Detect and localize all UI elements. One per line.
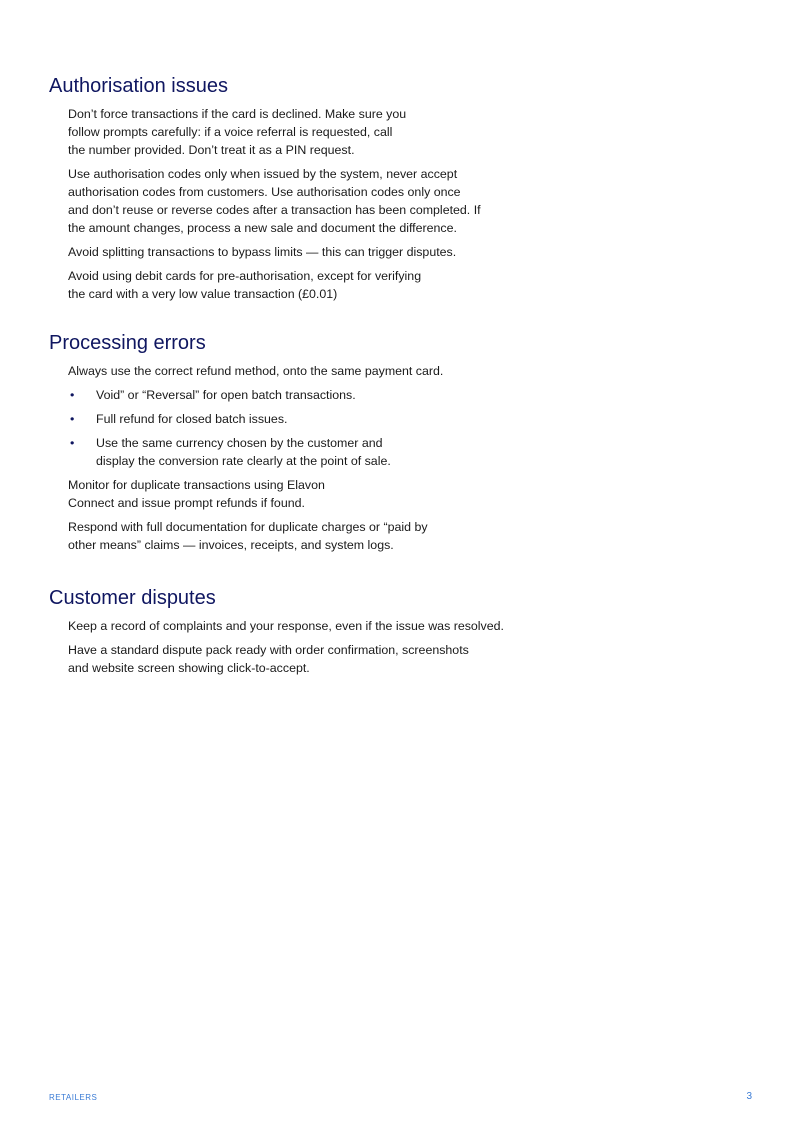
section-customer-disputes [49, 586, 749, 683]
section-body [68, 617, 749, 677]
paragraph: Use authorisation codes only when issued by the system, never accept authorisation codes from customers. Use authorisation codes only once and don’t reuse or reverse codes after a transaction has been completed. If the amount changes, process a new sale and document the difference. [68, 167, 481, 235]
paragraph: Avoid using debit cards for pre-authorisation, except for verifying the card with a very low value transaction (£0.01) [68, 269, 422, 301]
section-heading: Processing errors [49, 332, 206, 354]
paragraph: Have a standard dispute pack ready with order confirmation, screenshots and website screen showing click-to-accept. [68, 643, 469, 675]
paragraph: Don’t force transactions if the card is declined. Make sure you follow prompts carefully: if a voice referral is requested, call the number provided. Don’t treat it as a PIN request. [68, 107, 407, 157]
paragraph: Monitor for duplicate transactions using Elavon Connect and issue prompt refunds if found. [68, 478, 325, 510]
list-item [68, 386, 749, 404]
bullet-icon: • [70, 436, 75, 450]
list-item-text: Use the same currency chosen by the customer and display the conversion rate clearly at the point of sale. [96, 436, 391, 468]
section-body [68, 105, 749, 303]
bullet-icon: • [70, 388, 75, 402]
paragraph: Avoid splitting transactions to bypass limits — this can trigger disputes. [68, 245, 457, 259]
list-item-text: Full refund for closed batch issues. [96, 412, 288, 426]
section-authorisation-issues [49, 74, 749, 309]
list-item [68, 410, 749, 428]
section-processing-errors [49, 331, 749, 560]
footer-label: RETAILERS [49, 1093, 98, 1102]
bullet-list [68, 386, 749, 470]
list-item-text: Void” or “Reversal” for open batch transactions. [96, 388, 356, 402]
paragraph: Keep a record of complaints and your response, even if the issue was resolved. [68, 619, 504, 633]
bullet-icon: • [70, 412, 75, 426]
section-heading: Authorisation issues [49, 75, 228, 97]
paragraph: Respond with full documentation for duplicate charges or “paid by other means” claims — invoices, receipts, and system logs. [68, 520, 428, 552]
section-body [68, 362, 749, 554]
page-number: 3 [746, 1091, 752, 1102]
list-item [68, 434, 749, 470]
section-heading: Customer disputes [49, 587, 216, 609]
paragraph: Always use the correct refund method, onto the same payment card. [68, 364, 444, 378]
